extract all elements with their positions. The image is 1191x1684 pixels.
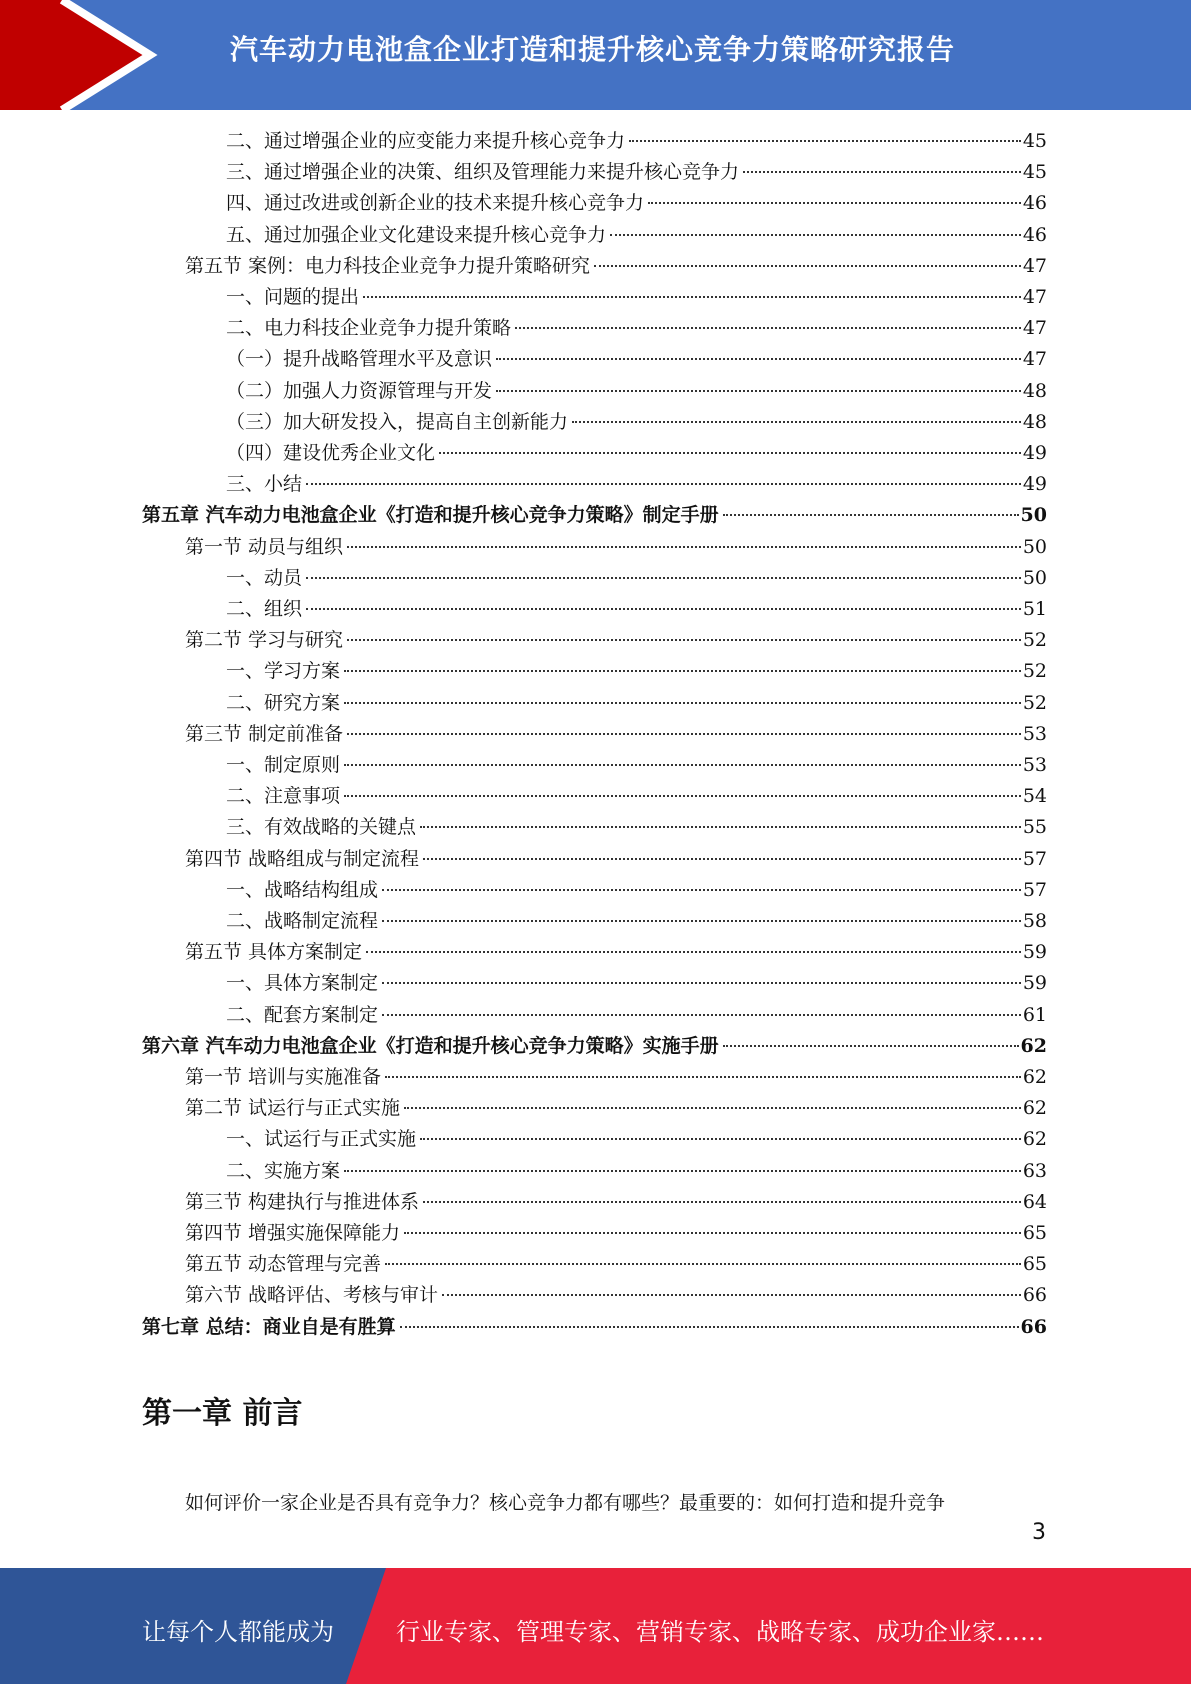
toc-leader-dots [572,421,1021,423]
toc-entry-page: 50 [1020,504,1047,527]
toc-entry-page: 46 [1022,223,1047,246]
toc-entry-page: 62 [1022,1128,1047,1151]
toc-entry-page: 59 [1022,941,1047,964]
toc-entry-title: 四、通过改进或创新企业的技术来提升核心竞争力 [226,192,645,215]
toc-entry-title: 第四节 增强实施保障能力 [185,1222,401,1244]
toc-entry[interactable] [226,1125,1047,1153]
toc-leader-dots [442,1294,1021,1296]
toc-entry-title: 五、通过加强企业文化建设来提升核心竞争力 [226,223,607,246]
toc-entry-page: 50 [1022,566,1047,589]
toc-entry[interactable] [185,1094,1047,1122]
toc-entry[interactable] [185,533,1047,561]
toc-entry[interactable] [226,1157,1047,1185]
toc-entry-title: 三、通过增强企业的决策、组织及管理能力来提升核心竞争力 [226,161,740,184]
toc-entry[interactable] [226,158,1047,186]
toc-entry[interactable] [226,314,1047,342]
toc-entry-page: 46 [1022,192,1047,215]
toc-entry-page: 50 [1022,535,1047,558]
toc-entry-title: 二、配套方案制定 [226,1003,379,1026]
toc-entry-title: （一）提升战略管理水平及意识 [226,348,493,371]
toc-entry-title: 第三节 构建执行与推进体系 [185,1190,420,1213]
toc-leader-dots [496,390,1021,392]
toc-leader-dots [382,889,1021,891]
toc-entry[interactable] [142,1313,1047,1341]
toc-leader-dots [496,358,1021,360]
toc-entry-title: 第一节 动员与组织 [185,535,344,558]
toc-entry-title: 一、试运行与正式实施 [226,1128,417,1151]
toc-entry[interactable] [226,283,1047,311]
toc-entry-title: 二、注意事项 [226,785,341,808]
header-title: 汽车动力电池盒企业打造和提升核心竞争力策略研究报告 [230,33,956,66]
toc-leader-dots [306,577,1021,579]
toc-leader-dots [439,452,1021,454]
toc-entry-page: 47 [1022,317,1047,340]
toc-entry-title: 第二节 试运行与正式实施 [185,1097,401,1120]
toc-entry[interactable] [185,845,1047,873]
toc-entry[interactable] [185,938,1047,966]
toc-entry-title: 第三节 制定前准备 [185,722,344,745]
toc-entry-title: （四）建设优秀企业文化 [226,442,436,464]
toc-entry-page: 49 [1022,442,1047,464]
toc-entry[interactable] [226,127,1047,155]
toc-entry-page: 58 [1022,910,1047,932]
toc-leader-dots [420,1138,1021,1140]
toc-entry-title: 一、问题的提出 [226,286,360,308]
toc-entry[interactable] [226,751,1047,779]
toc-entry-page: 47 [1022,286,1047,308]
toc-leader-dots [385,1263,1021,1265]
toc-entry[interactable] [226,564,1047,592]
toc-leader-dots [382,1014,1021,1016]
toc-leader-dots [423,1201,1021,1203]
toc-leader-dots [404,1107,1021,1109]
toc-entry-page: 62 [1020,1034,1047,1057]
page-header [0,0,1191,110]
toc-leader-dots [404,1232,1021,1234]
toc-entry-title: 二、电力科技企业竞争力提升策略 [226,317,512,340]
toc-entry-page: 47 [1022,254,1047,277]
toc-entry-title: 一、战略结构组成 [226,878,379,901]
toc-entry[interactable] [226,907,1047,935]
toc-entry-page: 48 [1022,410,1047,433]
toc-entry-page: 45 [1022,130,1047,152]
toc-entry-page: 52 [1022,660,1047,683]
toc-entry-title: 第四节 战略组成与制定流程 [185,847,420,870]
toc-entry-page: 66 [1022,1284,1047,1307]
toc-entry[interactable] [226,969,1047,997]
toc-entry-page: 49 [1022,473,1047,496]
toc-leader-dots [344,764,1021,766]
toc-entry[interactable] [185,1250,1047,1278]
toc-entry-title: 一、具体方案制定 [226,972,379,995]
toc-entry-title: 一、学习方案 [226,660,341,683]
toc-entry[interactable] [185,626,1047,654]
page-footer [0,1568,1191,1684]
toc-entry-title: 二、组织 [226,598,303,620]
toc-entry-title: 第七章 总结：商业自是有胜算 [142,1315,396,1338]
toc-entry-title: 二、战略制定流程 [226,910,379,932]
toc-entry-title: 二、研究方案 [226,691,341,714]
toc-leader-dots [363,296,1021,298]
footer-slogan-right: 行业专家、管理专家、营销专家、战略专家、成功企业家…… [396,1618,1044,1646]
toc-entry[interactable] [185,1063,1047,1091]
toc-entry[interactable] [226,439,1047,467]
toc-leader-dots [648,202,1021,204]
toc-entry[interactable] [226,221,1047,249]
toc-leader-dots [347,546,1021,548]
footer-slogan-left: 让每个人都能成为 [142,1618,334,1646]
toc-leader-dots [385,1076,1021,1078]
toc-entry[interactable] [226,189,1047,217]
toc-entry-title: 二、实施方案 [226,1159,341,1182]
toc-entry-title: 第五节 动态管理与完善 [185,1253,382,1276]
toc-entry-page: 53 [1022,754,1047,776]
toc-entry-page: 61 [1022,1003,1047,1026]
toc-entry-page: 45 [1022,161,1047,184]
toc-leader-dots [515,327,1021,329]
toc-entry-page: 55 [1022,816,1047,839]
toc-leader-dots [347,733,1021,735]
toc-entry[interactable] [185,720,1047,748]
toc-entry-title: （三）加大研发投入，提高自主创新能力 [226,410,569,433]
toc-leader-dots [629,140,1021,142]
intro-paragraph: 如何评价一家企业是否具有竞争力？核心竞争力都有哪些？最重要的：如何打造和提升竞争 [185,1492,946,1514]
toc-entry-title: 第二节 学习与研究 [185,629,344,652]
toc-leader-dots [723,514,1019,516]
toc-entry-page: 57 [1022,847,1047,870]
chapter-heading: 第一章 前言 [142,1396,303,1431]
toc-entry[interactable] [142,501,1047,529]
toc-entry-page: 57 [1022,878,1047,901]
toc-entry[interactable] [185,1219,1047,1247]
toc-entry-page: 59 [1022,972,1047,995]
toc-entry-page: 62 [1022,1066,1047,1088]
toc-entry-title: （二）加强人力资源管理与开发 [226,379,493,402]
toc-entry-title: 三、有效战略的关键点 [226,816,417,839]
toc-entry-title: 第五节 案例：电力科技企业竞争力提升策略研究 [185,254,591,277]
toc-leader-dots [382,982,1021,984]
toc-leader-dots [400,1326,1019,1328]
toc-entry-page: 54 [1022,785,1047,808]
toc-entry-title: 二、通过增强企业的应变能力来提升核心竞争力 [226,130,626,152]
toc-leader-dots [344,670,1021,672]
toc-leader-dots [306,608,1021,610]
toc-entry[interactable] [226,782,1047,810]
toc-entry[interactable] [226,813,1047,841]
page-number: 3 [1032,1520,1046,1545]
toc-entry-page: 65 [1022,1222,1047,1244]
toc-entry-page: 53 [1022,722,1047,745]
toc-entry-page: 66 [1020,1315,1047,1338]
toc-entry[interactable] [226,689,1047,717]
toc-leader-dots [382,920,1021,922]
toc-leader-dots [347,639,1021,641]
toc-entry[interactable] [226,470,1047,498]
toc-entry[interactable] [226,657,1047,685]
toc-entry-title: 第五章 汽车动力电池盒企业《打造和提升核心竞争力策略》制定手册 [142,504,719,527]
toc-entry-page: 63 [1022,1159,1047,1182]
toc-entry-title: 一、动员 [226,566,303,589]
toc-entry[interactable] [226,1001,1047,1029]
toc-leader-dots [423,858,1021,860]
toc-leader-dots [610,234,1021,236]
toc-leader-dots [420,826,1021,828]
toc-entry[interactable] [185,252,1047,280]
toc-entry[interactable] [226,595,1047,623]
toc-entry[interactable] [185,1281,1047,1309]
toc-entry-page: 47 [1022,348,1047,371]
toc-entry[interactable] [226,408,1047,436]
toc-entry-page: 65 [1022,1253,1047,1276]
toc-leader-dots [366,951,1021,953]
toc-entry[interactable] [226,876,1047,904]
toc-entry-page: 64 [1022,1190,1047,1213]
toc-entry-page: 62 [1022,1097,1047,1120]
toc-entry-page: 52 [1022,691,1047,714]
toc-entry[interactable] [142,1032,1047,1060]
toc-entry-title: 第六章 汽车动力电池盒企业《打造和提升核心竞争力策略》实施手册 [142,1034,719,1057]
toc-leader-dots [344,795,1021,797]
toc-leader-dots [723,1045,1019,1047]
toc-leader-dots [594,265,1021,267]
toc-entry-page: 51 [1022,598,1047,620]
toc-entry-title: 一、制定原则 [226,754,341,776]
toc-entry[interactable] [226,377,1047,405]
toc-entry-title: 第五节 具体方案制定 [185,941,363,964]
toc-entry-page: 52 [1022,629,1047,652]
toc-entry-title: 三、小结 [226,473,303,496]
toc-entry-page: 48 [1022,379,1047,402]
toc-leader-dots [344,702,1021,704]
toc-leader-dots [344,1170,1021,1172]
toc-leader-dots [306,483,1021,485]
toc-entry[interactable] [185,1188,1047,1216]
toc-entry-title: 第一节 培训与实施准备 [185,1066,382,1088]
toc-entry[interactable] [226,345,1047,373]
toc-entry-title: 第六节 战略评估、考核与审计 [185,1284,439,1307]
toc-leader-dots [743,171,1021,173]
